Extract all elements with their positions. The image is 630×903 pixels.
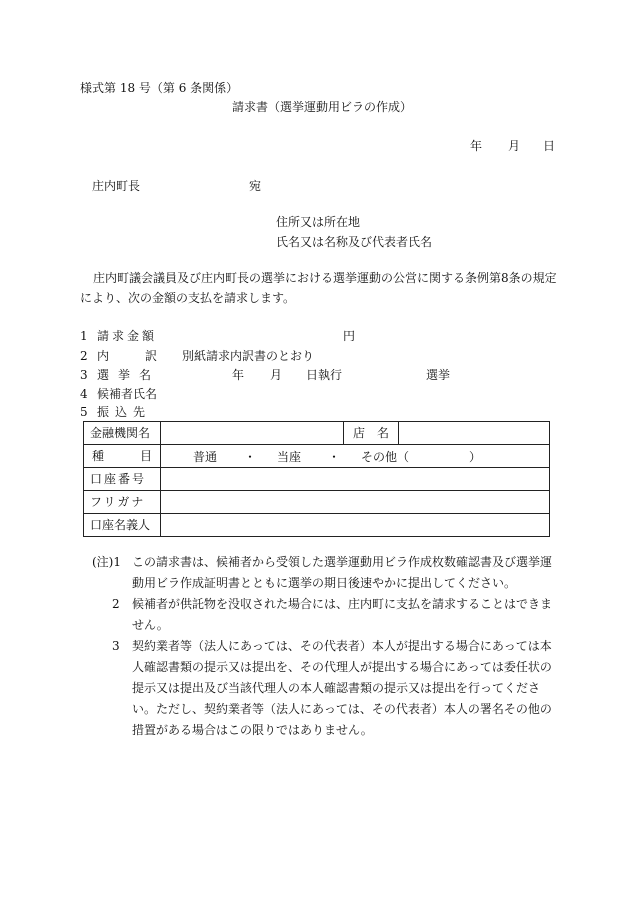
account-number-label-cell xyxy=(84,468,161,491)
bank-name-label: 金融機関名 xyxy=(90,426,151,440)
account-type-label-b: 目 xyxy=(139,449,152,463)
branch-label: 店 名 xyxy=(352,426,389,440)
bank-name-value-cell[interactable] xyxy=(161,422,344,445)
type-separator-1: ・ xyxy=(244,450,257,464)
item-1-label: 請求金額 xyxy=(97,329,158,343)
table-row xyxy=(84,422,550,445)
table-row xyxy=(84,491,550,514)
type-separator-2: ・ xyxy=(328,450,341,464)
account-number-label: 口座番号 xyxy=(90,472,147,486)
note-2-text: 候補者が供託物を没収された場合には、庄内町に支払を請求することはできません。 xyxy=(132,597,553,632)
note-3-number: 3 xyxy=(112,639,120,653)
addressee-name: 庄内町長 xyxy=(92,179,141,193)
item-4-number: 4 xyxy=(80,387,88,401)
date-day: 日 xyxy=(543,139,556,153)
account-number-value-cell[interactable] xyxy=(161,468,550,491)
note-2-number: 2 xyxy=(112,597,120,611)
item-2-number: 2 xyxy=(80,349,88,363)
item-5-label: 振込先 xyxy=(97,405,152,419)
body-line-1: 庄内町議会議員及び庄内町長の選挙における選挙運動の公営に関する条例第8条の規定 xyxy=(93,271,557,285)
table-row xyxy=(84,514,550,537)
item-1-number: 1 xyxy=(80,329,88,343)
note-1 xyxy=(92,552,552,594)
account-type-label-cell xyxy=(84,445,161,468)
branch-value-cell[interactable] xyxy=(399,422,550,445)
addressee-honorific: 宛 xyxy=(249,179,262,193)
bank-transfer-table xyxy=(83,421,550,537)
item-2-label-a: 内 xyxy=(97,349,110,363)
date-month: 月 xyxy=(508,139,521,153)
item-3-suffix: 選挙 xyxy=(426,368,451,382)
note-2 xyxy=(92,594,552,636)
type-touza[interactable]: 当座 xyxy=(277,450,302,464)
type-other[interactable]: その他（ ） xyxy=(361,450,482,464)
type-futsu[interactable]: 普通 xyxy=(193,450,218,464)
item-5-number: 5 xyxy=(80,405,88,419)
account-holder-label-cell xyxy=(84,514,161,537)
note-1-text: この請求書は、候補者から受領した選挙運動用ビラ作成枚数確認書及び選挙運動用ビラ作成証明書とともに選挙の期日後速やかに提出してください。 xyxy=(132,555,553,590)
requester-name-label: 氏名又は名称及び代表者氏名 xyxy=(276,235,433,249)
furigana-value-cell[interactable] xyxy=(161,491,550,514)
body-line-2: により、次の金額の支払を請求します。 xyxy=(80,291,296,305)
item-3-day-exec: 日執行 xyxy=(306,368,343,382)
item-1-unit: 円 xyxy=(343,329,356,343)
notes-section xyxy=(92,552,552,741)
account-type-value-cell xyxy=(161,445,550,468)
note-3-text: 契約業者等（法人にあっては、その代表者）本人が提出する場合にあっては本人確認書類の提示又は提出を、その代理人が提出する場合にあっては委任状の提示又は提出及び当該代理人の本人確認書類の提示又は提出を行ってください。ただし、契約業者等（法人にあっては、その代表者）本人の署名その他の措置がある場合はこの限りではありません。 xyxy=(132,639,552,737)
branch-label-cell xyxy=(344,422,399,445)
account-holder-value-cell[interactable] xyxy=(161,514,550,537)
item-2-label-b: 訳 xyxy=(145,349,158,363)
furigana-label: フリガナ xyxy=(90,495,146,509)
document-title: 請求書（選挙運動用ビラの作成） xyxy=(232,100,413,114)
item-2-value: 別紙請求内訳書のとおり xyxy=(182,349,315,363)
account-type-label-a: 種 xyxy=(92,449,105,463)
furigana-label-cell xyxy=(84,491,161,514)
date-year: 年 xyxy=(470,139,483,153)
account-holder-label: 口座名義人 xyxy=(90,518,151,532)
form-number: 様式第 18 号（第 6 条関係） xyxy=(80,81,239,95)
item-3-year: 年 xyxy=(232,368,245,382)
table-row xyxy=(84,468,550,491)
item-4-label: 候補者氏名 xyxy=(97,387,158,401)
bank-name-label-cell xyxy=(84,422,161,445)
item-3-label: 選挙名 xyxy=(97,368,161,382)
note-1-prefix: (注)1 xyxy=(92,555,121,569)
note-3 xyxy=(92,636,552,741)
requester-address-label: 住所又は所在地 xyxy=(276,215,361,229)
table-row xyxy=(84,445,550,468)
item-3-month: 月 xyxy=(270,368,283,382)
item-3-number: 3 xyxy=(80,368,88,382)
